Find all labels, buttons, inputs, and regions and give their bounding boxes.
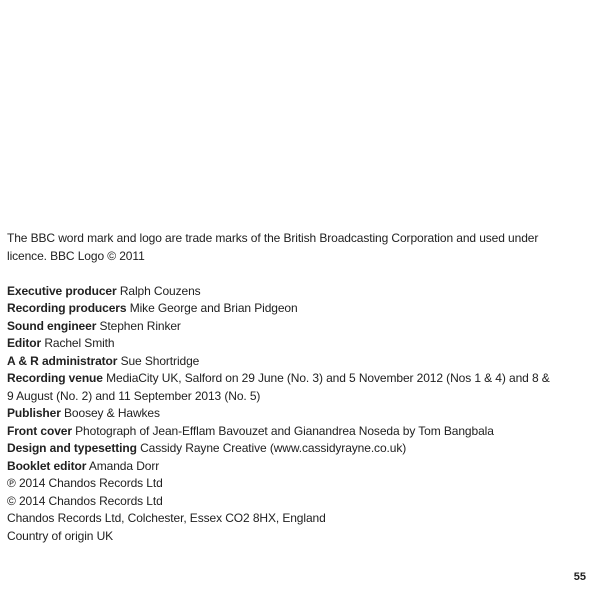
- credit-row-executive-producer: [7, 283, 558, 301]
- credit-value: Stephen Rinker: [99, 318, 181, 333]
- credit-row-publisher: [7, 405, 558, 423]
- phonogram-copyright-line: ℗ 2014 Chandos Records Ltd: [7, 476, 163, 490]
- credit-value: Amanda Dorr: [88, 458, 160, 473]
- imprint-block: [7, 475, 558, 545]
- credit-label: Publisher: [7, 406, 61, 420]
- credits-list: [7, 283, 558, 476]
- credit-label: Front cover: [7, 423, 72, 438]
- credit-value: Cassidy Rayne Creative (www.cassidyrayne.co.uk): [140, 441, 407, 455]
- credit-value: MediaCity UK, Salford on 29 June (No. 3) and 5 November 2012 (Nos 1 & 4) and 8 & 9 August (No. 2) and 11 September 2013 (No. 5): [7, 371, 550, 403]
- credit-value: Boosey & Hawkes: [64, 406, 160, 420]
- credit-row-a-and-r-administrator: [7, 353, 558, 371]
- credit-row-sound-engineer: [7, 318, 558, 336]
- credit-value: Mike George and Brian Pidgeon: [129, 301, 298, 315]
- credit-value: Ralph Couzens: [119, 283, 201, 298]
- credit-value: Photograph of Jean-Efflam Bavouzet and Gianandrea Noseda by Tom Bangbala: [75, 423, 494, 438]
- credit-row-design-and-typesetting: [7, 440, 558, 458]
- copyright-line: © 2014 Chandos Records Ltd: [7, 493, 163, 508]
- credits-section: [7, 230, 558, 545]
- credit-row-recording-producers: [7, 300, 558, 318]
- credit-label: Recording venue: [7, 371, 103, 385]
- credit-label: Recording producers: [7, 301, 127, 315]
- credit-label: Sound engineer: [7, 318, 97, 333]
- credit-row-booklet-editor: [7, 458, 558, 476]
- credit-label: A & R administrator: [7, 353, 118, 368]
- label-address-line: Chandos Records Ltd, Colchester, Essex CO2 8HX, England: [7, 511, 326, 525]
- credit-value: Sue Shortridge: [120, 353, 200, 368]
- credit-label: Design and typesetting: [7, 441, 137, 455]
- credit-row-front-cover: [7, 423, 558, 441]
- credit-value: Rachel Smith: [44, 336, 115, 350]
- credit-label: Booklet editor: [7, 458, 87, 473]
- credit-label: Editor: [7, 336, 42, 350]
- bbc-trademark-notice: The BBC word mark and logo are trade marks of the British Broadcasting Corporation and used under licence. BBC Logo © 2011: [7, 231, 539, 263]
- page-number: 55: [573, 571, 586, 583]
- credit-row-editor: [7, 335, 558, 353]
- credit-row-recording-venue: [7, 370, 558, 405]
- country-of-origin-line: Country of origin UK: [7, 528, 114, 543]
- credit-label: Executive producer: [7, 283, 117, 298]
